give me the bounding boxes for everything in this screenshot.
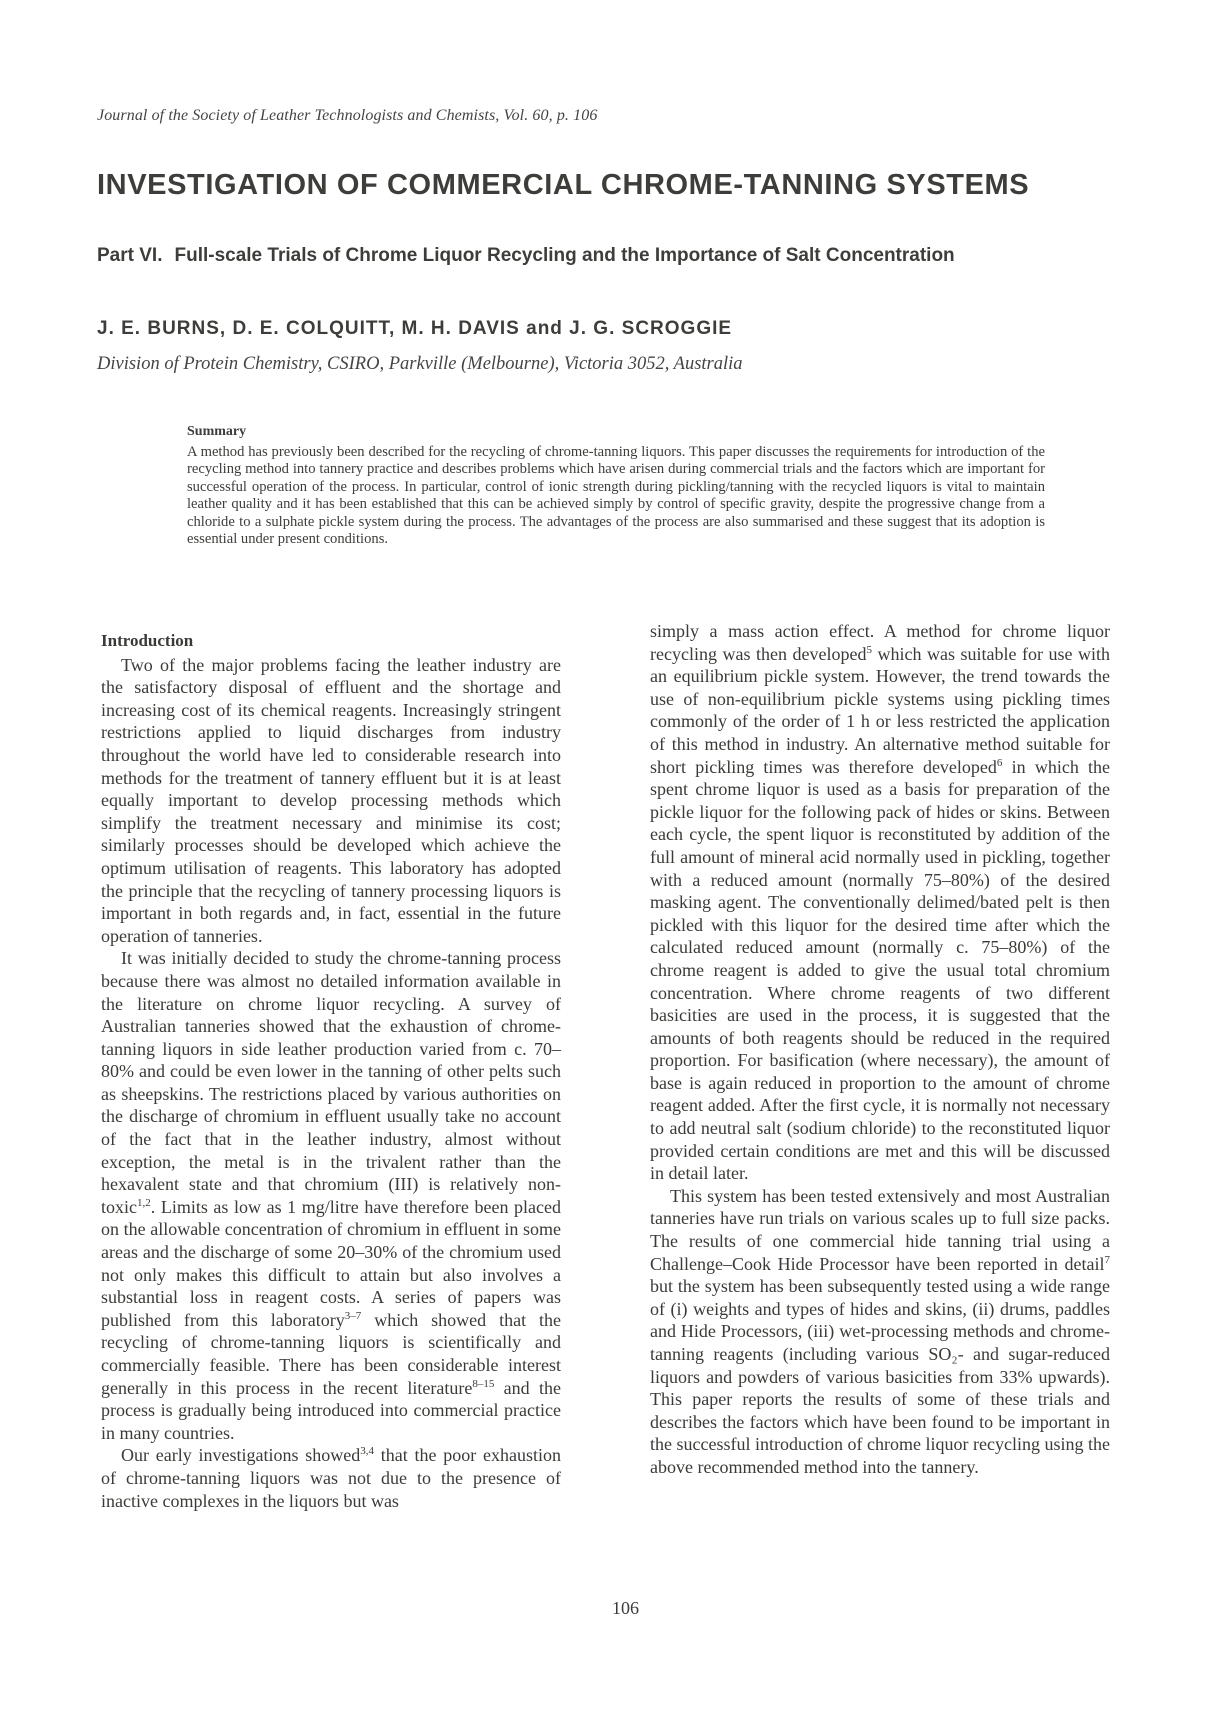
article-subtitle xyxy=(97,244,997,267)
intro-paragraph-3 xyxy=(101,1444,561,1512)
text-run: that the poor exhaustion of chrome-tanning liquors was not due to the presence of inactive complexes in the liquors but was xyxy=(101,1445,562,1511)
reference-superscript: 7 xyxy=(1104,1253,1110,1266)
reference-superscript: 5 xyxy=(866,643,872,656)
authors: J. E. BURNS, D. E. COLQUITT, M. H. DAVIS and J. G. SCROGGIE xyxy=(97,318,733,339)
right-column xyxy=(650,620,1110,1479)
left-column xyxy=(101,630,561,1512)
reference-superscript: 6 xyxy=(996,756,1003,769)
affiliation: Division of Protein Chemistry, CSIRO, Parkville (Melbourne), Victoria 3052, Australia xyxy=(97,354,743,374)
page-number: 106 xyxy=(612,1598,639,1618)
intro-paragraph-1: Two of the major problems facing the leather industry are the satisfactory disposal of effluent and the shortage and increasing cost of its chemical reagents. Increasingly stringent restrictions applied to liquid discharges from industry throughout the world have led to considerable research into methods for the treatment of tannery effluent but it is at least equally important to develop processing methods which simplify the treatment necessary and minimise its cost; similarly processes should be developed which achieve the optimum utilisation of reagents. This laboratory has adopted the principle that the recycling of tannery processing liquors is important in both regards and, in fact, essential in the future operation of tanneries. xyxy=(101,654,561,946)
journal-header: Journal of the Society of Leather Technologists and Chemists, Vol. 60, p. 106 xyxy=(97,107,598,124)
reference-superscript: 1,2 xyxy=(137,1196,151,1209)
text-run: which was suitable for use with an equilibrium pickle system. However, the trend towards the use of non-equilibrium pickle systems using pickling times commonly of the order of 1 h or less restricted the application of this method in industry. An alternative method suitable for short pickling times was therefore developed xyxy=(650,643,1111,777)
intro-paragraph-4 xyxy=(650,1185,1110,1479)
text-run: in which the spent chrome liquor is used as a basis for preparation of the pickle liquor for the following pack of hides or skins. Between each cycle, the spent liquor is reconstituted by addition of the full amount of mineral acid normally used in pickling, together with a reduced amount (normally 75–80%) of the desired masking agent. The conventionally delimed/bated pelt is then pickled with this liquor for the desired time after which the calculated reduced amount (normally c. 75–80%) of the chrome reagent is added to give the usual total chromium concentration. Where chrome reagents of two different basicities are used in the process, it is suggested that the amounts of both reagents should be reduced in the required proportion. For basification (where necessary), the amount of base is again reduced in proportion to the amount of chrome reagent added. After the first cycle, it is normally not necessary to add neutral salt (sodium chloride) to the reconstituted liquor provided certain conditions are met and this will be discussed in detail later. xyxy=(650,756,1111,1184)
article-title: INVESTIGATION OF COMMERCIAL CHROME-TANNING SYSTEMS xyxy=(97,169,1030,201)
reference-superscript: 8–15 xyxy=(472,1377,495,1390)
intro-paragraph-3-continued xyxy=(650,620,1110,1185)
text-run: This system has been tested extensively and most Australian tanneries have run trials on various scales up to full size packs. The results of one commercial hide tanning trial using a Challenge–Cook Hide Processor have been reported in detail xyxy=(650,1185,1110,1274)
subtitle-part-label: Part VI. xyxy=(97,245,163,266)
summary-heading: Summary xyxy=(187,424,247,439)
summary-text: A method has previously been described for the recycling of chrome-tanning liquors. This paper discusses the requirements for introduction of the recycling method into tannery practice and describes problems which have arisen during commercial trials and the factors which are important for successful operation of the process. In particular, control of ionic strength during pickling/tanning with the recycled liquors is vital to maintain leather quality and it has been established that this can be achieved simply by control of specific gravity, despite the progressive change from a chloride to a sulphate pickle system during the process. The advantages of the process are also summarised and these suggest that its adoption is essential under present conditions. xyxy=(187,443,1045,547)
text-run: It was initially decided to study the chrome-tanning process because there was almost no detailed information available in the literature on chrome liquor recycling. A survey of Australian tanneries showed that the exhaustion of chrome-tanning liquors in side leather production varied from c. 70–80% and could be even lower in the tanning of other pelts such as sheepskins. The restrictions placed by various authorities on the discharge of chromium in effluent usually take no account of the fact that in the leather industry, almost without exception, the metal is in the trivalent rather than the hexavalent state and that chromium (III) is relatively non-toxic xyxy=(101,948,561,1217)
text-run: Our early investigations showed xyxy=(121,1445,361,1466)
subtitle-text: Full-scale Trials of Chrome Liquor Recycling and the Importance of Salt Concentration xyxy=(174,245,955,266)
reference-superscript: 3,4 xyxy=(360,1445,374,1458)
summary-section xyxy=(187,423,1045,549)
text-run: . Limits as low as 1 mg/litre have therefore been placed on the allowable concentration of chromium in effluent in some areas and the discharge of some 20–30% of the chromium used not only makes this difficult to attain but also involves a substantial loss in reagent costs. A series of papers was published from this laboratory xyxy=(101,1196,561,1330)
text-run: but the system has been subsequently tested using a wide range of (i) weights and types of hides and skins, (ii) drums, paddles and Hide Processors, (iii) wet-processing methods and chrome-tanning reagents (including various SO₂- and sugar-reduced liquors and powders of various basicities from 33% upwards). This paper reports the results of some of these trials and describes the factors which have been found to be important in the successful introduction of chrome liquor recycling using the above recommended method into the tannery. xyxy=(650,1276,1110,1477)
introduction-heading: Introduction xyxy=(101,631,194,650)
reference-superscript: 3–7 xyxy=(344,1309,362,1322)
text-run: simply a mass action effect. A method for chrome liquor recycling was then developed xyxy=(650,621,1110,664)
intro-paragraph-2 xyxy=(101,947,561,1444)
text-run: and the process is gradually being introduced into commercial practice in many countries. xyxy=(101,1377,561,1443)
text-run: which showed that the recycling of chrome-tanning liquors is scientifically and commercially feasible. There has been considerable interest generally in this process in the recent literature xyxy=(101,1309,561,1398)
